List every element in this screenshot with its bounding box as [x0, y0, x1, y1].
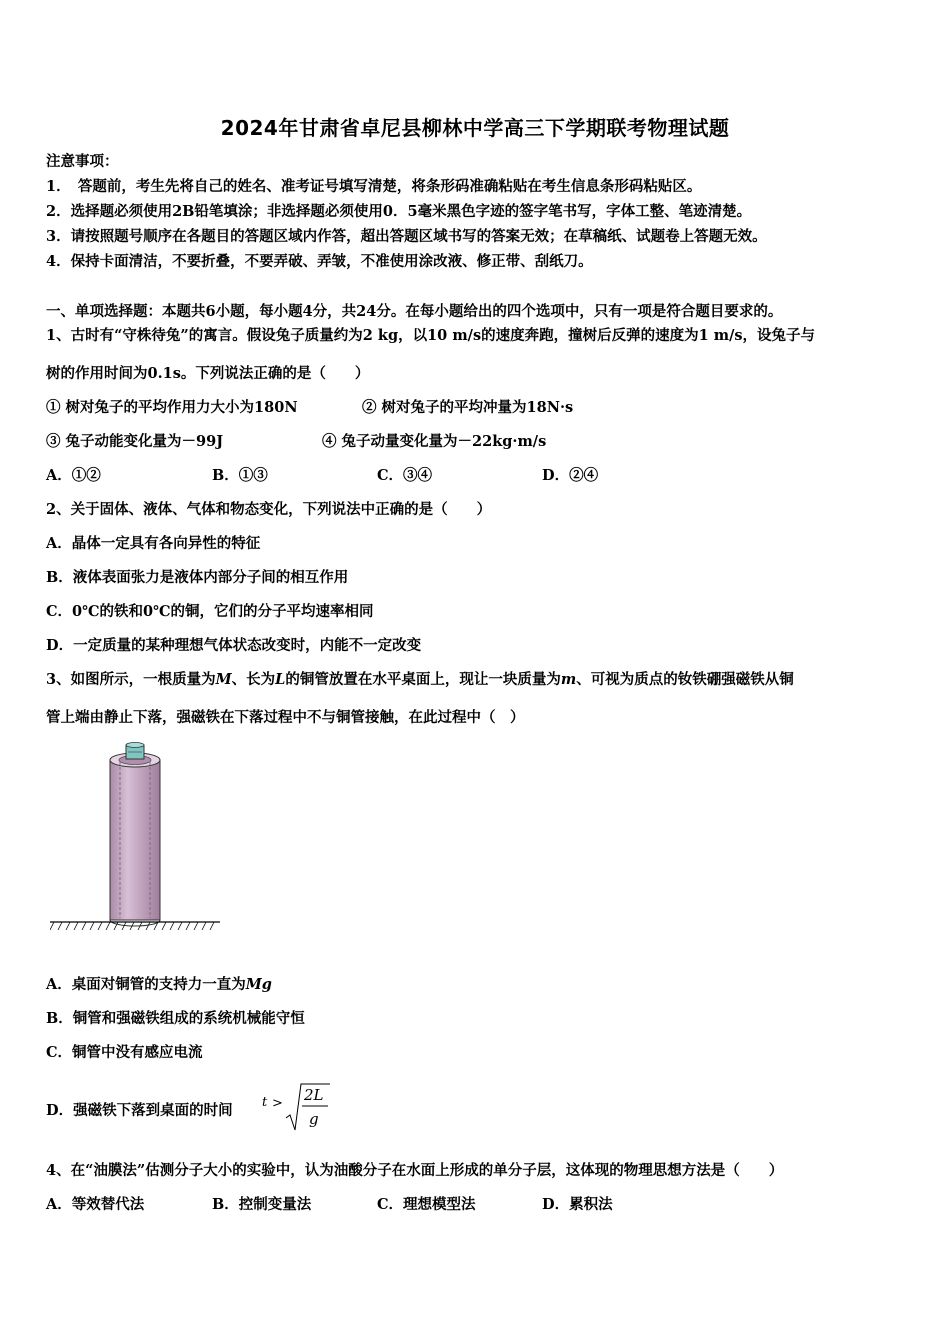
q3-option-c: C．铜管中没有感应电流 [46, 1044, 203, 1061]
q3-option-d: D．强磁铁下落到桌面的时间 [46, 1102, 233, 1119]
q3-stem-line1 [46, 670, 794, 690]
tube-body [110, 753, 160, 926]
q3-option-d-formula [260, 1080, 340, 1134]
q3-var-M: M [215, 671, 232, 688]
notice-heading: 注意事项： [46, 153, 119, 170]
q1-statement-1: ① 树对兔子的平均作用力大小为180N [46, 399, 298, 416]
q1-stem-line2: 树的作用时间为0.1s。下列说法正确的是（ ） [46, 365, 370, 382]
q4-option-c: C．理想模型法 [377, 1196, 476, 1213]
q2-option-a: A．晶体一定具有各向异性的特征 [46, 535, 261, 552]
q3-stem-part-b: 、长为 [231, 671, 276, 688]
q3-option-a [46, 975, 272, 995]
q3-var-L: L [275, 671, 286, 688]
q3-var-m: m [560, 671, 577, 688]
q4-option-b: B．控制变量法 [212, 1196, 312, 1213]
q4-option-d: D．累积法 [542, 1196, 613, 1213]
formula-denominator: g [309, 1110, 319, 1128]
formula-gt: > [272, 1096, 283, 1111]
q1-statement-3: ③ 兔子动能变化量为－99J [46, 433, 224, 450]
q3-option-b: B．铜管和强磁铁组成的系统机械能守恒 [46, 1010, 305, 1027]
q1-option-d: D．②④ [542, 467, 599, 484]
page-title: 2024年甘肃省卓尼县柳林中学高三下学期联考物理试题 [220, 116, 730, 140]
q3-stem-part-d: 、可视为质点的钕铁硼强磁铁从铜 [576, 671, 794, 688]
q3-stem-part-c: 的铜管放置在水平桌面上，现让一块质量为 [285, 671, 561, 688]
q2-option-d: D．一定质量的某种理想气体状态改变时，内能不一定改变 [46, 637, 422, 654]
q3-option-a-var: Mg [245, 976, 272, 993]
notice-item-3: 3．请按照题号顺序在各题目的答题区域内作答，超出答题区域书写的答案无效；在草稿纸、试题卷上答题无效。 [46, 228, 767, 245]
q4-stem: 4、在“油膜法”估测分子大小的实验中，认为油酸分子在水面上形成的单分子层，这体现的物理思想方法是（ ） [46, 1162, 784, 1179]
q1-option-b: B．①③ [212, 467, 268, 484]
q3-stem-part-a: 3、如图所示，一根质量为 [46, 671, 216, 688]
q2-option-c: C．0℃的铁和0℃的铜，它们的分子平均速率相同 [46, 603, 374, 620]
q4-option-a: A．等效替代法 [46, 1196, 145, 1213]
notice-item-2: 2．选择题必须使用2B铅笔填涂；非选择题必须使用0．5毫米黑色字迹的签字笔书写，字体工整、笔迹清楚。 [46, 203, 752, 220]
q1-statement-4: ④ 兔子动量变化量为－22kg·m/s [322, 433, 547, 450]
copper-tube-figure [50, 738, 225, 938]
q2-option-b: B．液体表面张力是液体内部分子间的相互作用 [46, 569, 349, 586]
formula-t: t [262, 1095, 268, 1110]
formula-numerator: 2L [304, 1086, 324, 1104]
notice-item-4: 4．保持卡面清洁，不要折叠，不要弄破、弄皱，不准使用涂改液、修正带、刮纸刀。 [46, 253, 593, 270]
q1-stem-line1: 1、古时有“守株待兔”的寓言。假设兔子质量约为2 kg，以10 m/s的速度奔跑，撞树后反弹的速度为1 m/s，设兔子与 [46, 327, 816, 344]
section-heading: 一、单项选择题：本题共6小题，每小题4分，共24分。在每小题给出的四个选项中，只有一项是符合题目要求的。 [46, 303, 783, 320]
q3-option-a-text: A．桌面对铜管的支持力一直为 [46, 976, 246, 993]
notice-item-1: 1． 答题前，考生先将自己的姓名、准考证号填写清楚，将条形码准确粘贴在考生信息条形码粘贴区。 [46, 178, 702, 195]
q2-stem: 2、关于固体、液体、气体和物态变化，下列说法中正确的是（ ） [46, 501, 492, 518]
magnet-icon [126, 743, 144, 760]
q1-option-c: C．③④ [377, 467, 433, 484]
q1-statement-2: ② 树对兔子的平均冲量为18N·s [362, 399, 574, 416]
q1-option-a: A．①② [46, 467, 101, 484]
q3-stem-line2: 管上端由静止下落，强磁铁在下落过程中不与铜管接触，在此过程中（ ） [46, 709, 525, 726]
